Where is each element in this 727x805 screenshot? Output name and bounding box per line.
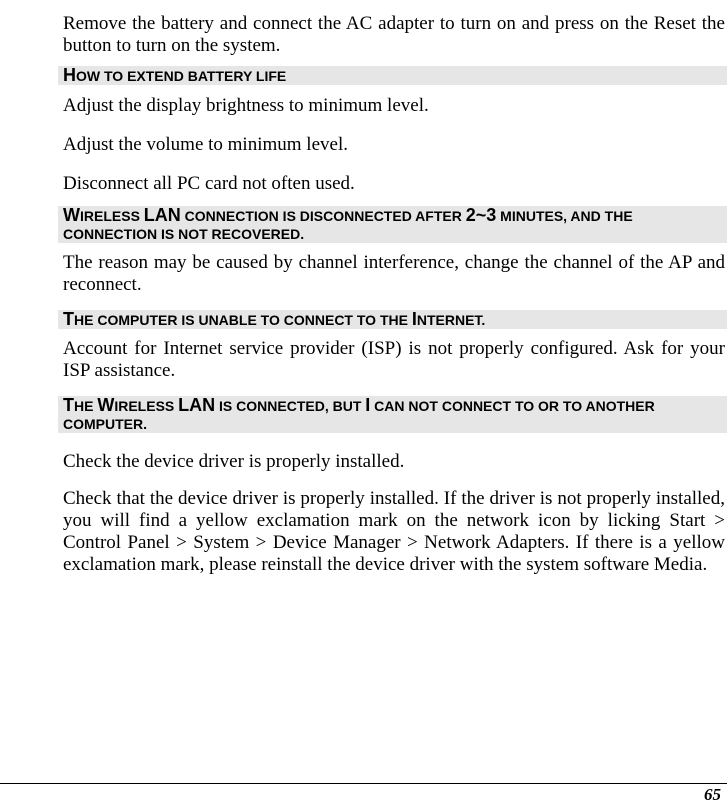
heading-text: CAN NOT CONNECT TO OR TO ANOTHER COMPUTER. — [63, 398, 655, 432]
heading-extend-battery-life — [58, 66, 727, 85]
heading-internet-unable — [58, 310, 727, 329]
internet-solution: Account for Internet service provider (ISP) is not properly configured. Ask for your ISP assistance. — [63, 338, 725, 381]
heading-wlan-connected-no-access — [58, 396, 727, 433]
battery-tip-volume: Adjust the volume to minimum level. — [63, 134, 348, 155]
heading-cap: H — [63, 65, 76, 85]
battery-tip-pc-card: Disconnect all PC card not often used. — [63, 173, 355, 194]
heading-text: OW TO EXTEND BATTERY LIFE — [76, 68, 287, 84]
heading-cap: T — [63, 309, 74, 329]
heading-cap: LAN — [178, 395, 216, 415]
heading-cap: I — [365, 395, 371, 415]
wlan-connected-driver-instructions: Check that the device driver is properly installed. If the driver is not properly installed, you will find a yellow exclamation mark on the network icon by licking Start > Control Panel > System > Device Manager > Network Adapters. If there is a yellow exclamation mark, please reinstall the device driver with the system software Media. — [63, 488, 725, 575]
page-number: 65 — [704, 785, 721, 804]
heading-text: IRELESS — [114, 398, 179, 414]
battery-reset-paragraph: Remove the battery and connect the AC adapter to turn on and press on the Reset the button to turn on the system. — [63, 13, 725, 56]
wlan-connected-check-driver: Check the device driver is properly installed. — [63, 451, 405, 472]
wlan-disconnected-solution: The reason may be caused by channel interference, change the channel of the AP and reconnect. — [63, 252, 725, 295]
heading-cap: W — [63, 205, 80, 225]
battery-tip-brightness: Adjust the display brightness to minimum level. — [63, 95, 429, 116]
heading-wlan-disconnected — [58, 206, 727, 243]
heading-cap: T — [63, 395, 74, 415]
heading-text: HE COMPUTER IS UNABLE TO CONNECT TO THE — [74, 312, 412, 328]
footer-divider — [0, 783, 727, 784]
heading-text: CONNECTION IS DISCONNECTED AFTER — [180, 208, 466, 224]
heading-text: NTERNET. — [416, 312, 486, 328]
heading-cap: 2~3 — [465, 205, 497, 225]
heading-cap: LAN — [143, 205, 181, 225]
manual-page-content — [58, 0, 727, 576]
heading-text: MINUTES, AND THE CONNECTION IS NOT RECOVERED. — [63, 208, 633, 242]
heading-text: HE — [74, 398, 98, 414]
heading-cap: W — [97, 395, 115, 415]
heading-text: IRELESS — [80, 208, 144, 224]
heading-cap: I — [411, 309, 417, 329]
heading-text: IS CONNECTED, BUT — [215, 398, 366, 414]
